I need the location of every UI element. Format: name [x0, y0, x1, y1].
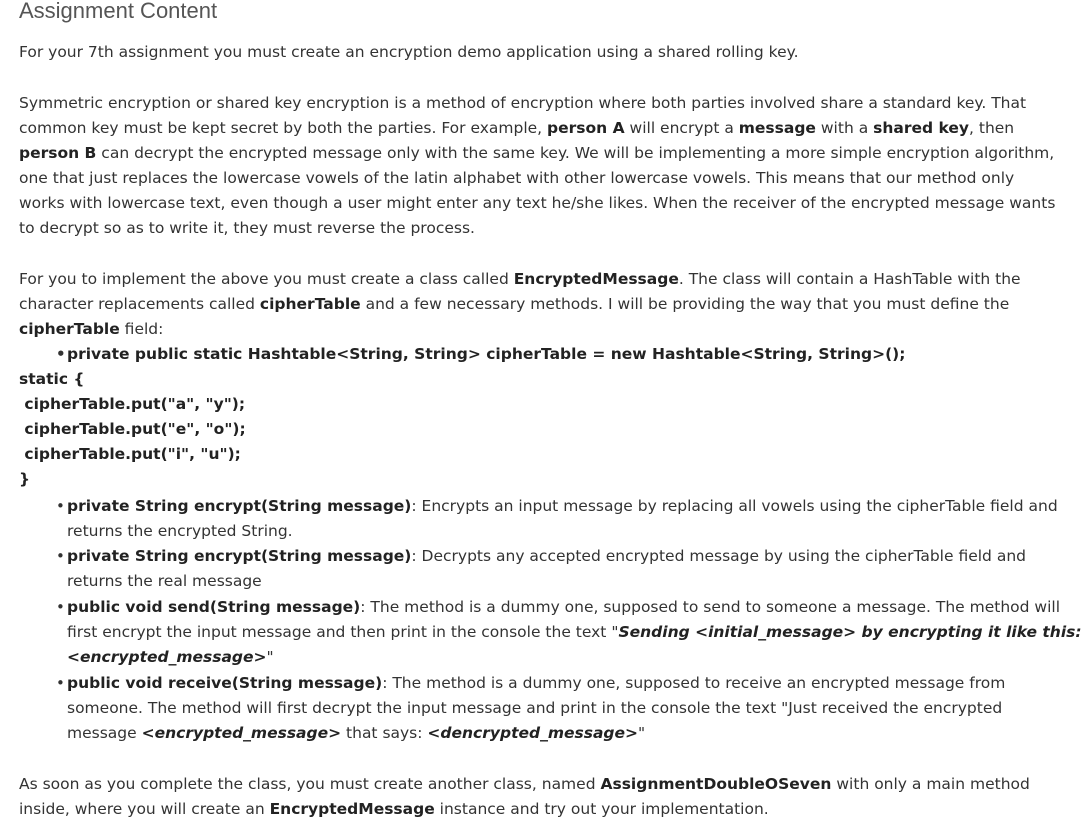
- code-line: }: [19, 470, 31, 488]
- method-description: returns the encrypted String.: [67, 522, 293, 540]
- para1-line: Symmetric encryption or shared key encryption is a method of encryption where both parties involved share a standard key. That: [19, 94, 1027, 112]
- method-description: message <encrypted_message> that says: <dencrypted_message>": [67, 724, 646, 742]
- code-declaration: • private public static Hashtable<String, String> cipherTable = new Hashtable<String, String>();: [67, 342, 905, 367]
- console-output-text: <encrypted_message>: [67, 648, 267, 666]
- bullet-icon: •: [56, 674, 65, 692]
- para1-line: to decrypt so as to write it, they must reverse the process.: [19, 219, 475, 237]
- bullet-icon: •: [56, 497, 65, 515]
- code-line: cipherTable.put("a", "y");: [19, 395, 246, 413]
- method-description: someone. The method will first decrypt the input message and print in the console the text "Just received the encrypted: [67, 699, 1003, 717]
- code-line: cipherTable.put("i", "u");: [19, 445, 241, 463]
- person-a-term: person A: [547, 119, 625, 137]
- method-description: <encrypted_message>": [67, 648, 274, 666]
- bullet-icon: •: [56, 598, 65, 616]
- method-description: first encrypt the input message and then print in the console the text "Sending <initial_message> by encrypting it like this:: [67, 623, 1082, 641]
- console-output-text: Sending <initial_message> by encrypting it like this:: [618, 623, 1082, 641]
- bullet-icon: •: [56, 547, 65, 565]
- final-line: inside, where you will create an EncryptedMessage instance and try out your implementation.: [19, 800, 769, 818]
- class-name-assignment: AssignmentDoubleOSeven: [600, 775, 832, 793]
- page-title: Assignment Content: [19, 0, 218, 23]
- field-name-cipher-table: cipherTable: [19, 320, 120, 338]
- field-name-cipher-table: cipherTable: [259, 295, 361, 313]
- code-line: static {: [19, 370, 85, 388]
- assignment-page: Assignment Content For your 7th assignment you must create an encryption demo application using a shared rolling key. Symmetric encryption or shared key encryption is a method of encryption where both parties involved share a standard key. That common key must be kept secret by both the parties. For example, person A will encrypt a message with a shared key, then person B can decrypt the encrypted message only with the same key. We will be implementing a more simple encryption algorithm, one that just replaces the lowercase vowels of the latin alphabet with other lowercase vowels. This means that our method only works with lowercase text, even though a user might enter any text he/she likes. When the receiver of the encrypted message wants to decrypt so as to write it, they must reverse the process. For you to implement the above you must create a class called EncryptedMessage. The class will contain a HashTable with the character replacements called cipherTable and a few necessary methods. I will be providing the way that you must define the cipherTable field: • private public static Hashtable<String, String> cipherTable = new Hashtable<String, String>(); static { cipherTable.put("a", "y"); cipherTable.put("e", "o"); cipherTable.put("i", "u"); } • private String encrypt(String message): Encrypts an input message by replacing all vowels using the cipherTable field and returns the encrypted String. • private String encrypt(String message): Decrypts any accepted encrypted message by using the cipherTable field and returns the real message • public void send(String message): The method is a dummy one, supposed to send to someone a message. The method will first encrypt the input message and then print in the console the text "Sending <initial_message> by encrypting it like this: <encrypted_message>" • public void receive(String message): The method is a dummy one, supposed to receive an encrypted message from someone. The method will first decrypt the input message and print in the console the text "Just received the encrypted message <encrypted_message> that says: <dencrypted_message>" As soon as you complete the class, you must create another class, named AssignmentDoubleOSeven with only a main method inside, where you will create an EncryptedMessage instance and try out your implementation.: [0, 0, 1024, 826]
- message-term: message: [738, 119, 816, 137]
- para2-line: character replacements called cipherTable and a few necessary methods. I will be providing the way that you must define the: [19, 295, 1010, 313]
- console-output-text: <encrypted_message>: [141, 724, 342, 742]
- bullet-icon: •: [56, 345, 66, 363]
- code-line: cipherTable.put("e", "o");: [19, 420, 246, 438]
- para1-line: one that just replaces the lowercase vowels of the latin alphabet with other lowercase vowels. This means that our method only: [19, 169, 1015, 187]
- method-signature: private String encrypt(String message): [67, 547, 412, 565]
- para1-line: works with lowercase text, even though a user might enter any text he/she likes. When the receiver of the encrypted message wants: [19, 194, 1056, 212]
- person-b-term: person B: [19, 144, 97, 162]
- para2-line: cipherTable field:: [19, 320, 164, 338]
- class-name-encrypted-message: EncryptedMessage: [513, 270, 679, 288]
- shared-key-term: shared key: [873, 119, 970, 137]
- para1-line: person B can decrypt the encrypted message only with the same key. We will be implementing a more simple encryption algorithm,: [19, 144, 1055, 162]
- method-signature: private String encrypt(String message): [67, 497, 412, 515]
- method-signature: public void send(String message): [67, 598, 361, 616]
- method-description: returns the real message: [67, 572, 262, 590]
- intro-paragraph: For your 7th assignment you must create an encryption demo application using a shared rolling key.: [19, 43, 799, 61]
- console-output-text: <dencrypted_message>: [427, 724, 639, 742]
- para1-line: common key must be kept secret by both the parties. For example, person A will encrypt a message with a shared key, then: [19, 119, 1015, 137]
- para2-line: For you to implement the above you must create a class called EncryptedMessage. The class will contain a HashTable with the: [19, 270, 1021, 288]
- method-signature: public void receive(String message): [67, 674, 383, 692]
- final-line: As soon as you complete the class, you must create another class, named AssignmentDoubleOSeven with only a main method: [19, 775, 1030, 793]
- class-name-encrypted-message: EncryptedMessage: [269, 800, 435, 818]
